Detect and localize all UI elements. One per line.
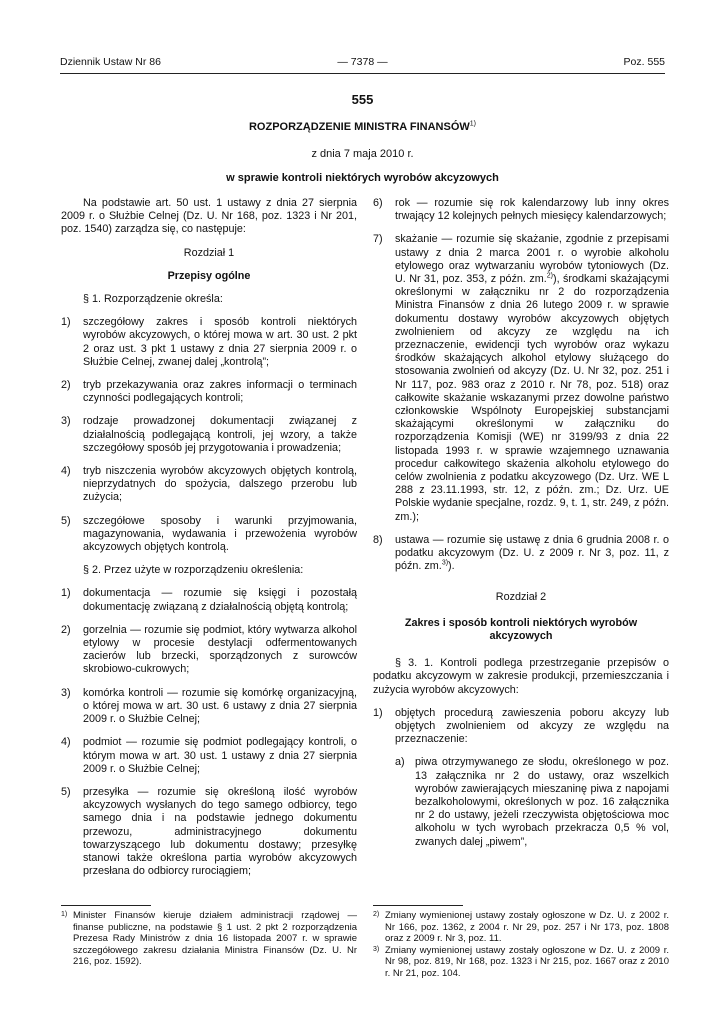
list-item — [61, 379, 357, 405]
footnote-text: Minister Finansów kieruje działem administracji rządowej — finanse publiczne, na podstawie § 1 ust. 2 pkt 2 rozporządzenia Prezesa Rady Ministrów z dnia 16 listopada 2007 r. w sprawie szczegółowego zakresu działania Ministra Finansów (Dz. U. Nr 216, poz. 1592). — [73, 910, 357, 967]
chapter-heading: Rozdział 1 — [183, 246, 235, 259]
list-text: objętych procedurą zawieszenia poboru akcyzy lub objętych zwolnieniem od akcyzy ze względu na przeznaczenie: — [395, 706, 669, 746]
list-item — [61, 624, 357, 677]
position-number: Poz. 555 — [623, 56, 665, 68]
header-rule — [60, 73, 665, 74]
list-text: rodzaje prowadzonej dokumentacji związanej z działalnością podlegającą kontroli, jej wzory, a także szczegółowy sposób jej przygotowania i prowadzenia; — [83, 415, 357, 454]
list-text: podmiot — rozumie się podmiot podlegający kontroli, o którym mowa w art. 30 ust. 1 ustawy z dnia 27 sierpnia 2009 r. o Służbie Celnej; — [83, 736, 357, 775]
list-item — [373, 534, 669, 574]
list-text — [395, 233, 669, 523]
footnote-ref[interactable]: 1) — [469, 120, 477, 128]
list-text: tryb niszczenia wyrobów akcyzowych objętych kontrolą, nieprzydatnych do spożycia, dalszego przerobu lub zużycia; — [83, 465, 357, 504]
act-title — [0, 121, 725, 133]
act-number: 555 — [351, 92, 374, 107]
list-text: piwa otrzymywanego ze słodu, określonego w poz. 13 załącznika nr 2 do ustawy, oraz wszelkich wyrobów zawierających mieszaninę piwa z napojami bezalkoholowymi, określonych w poz. 16 załącznika nr 2 do ustawy, jeżeli rzeczywista objętościowa moc alkoholu w tych wyrobach przekracza 0,5 % vol, zwanych dalej „piwem”, — [415, 756, 669, 848]
list-item — [61, 465, 357, 505]
list-text: szczegółowe sposoby i warunki przyjmowania, magazynowania, wydawania i przewożenia wyrobów akcyzowych objętych kontrolą. — [83, 514, 357, 554]
left-column — [61, 197, 357, 878]
list-number: 2) — [61, 379, 71, 392]
list-number: 3) — [61, 415, 71, 428]
act-title-text: ROZPORZĄDZENIE MINISTRA FINANSÓW — [248, 121, 470, 133]
list-number: 3) — [61, 686, 71, 699]
paragraph-2: § 2. Przez użyte w rozporządzeniu określenia: — [83, 564, 304, 577]
list-text-part: skażanie — rozumie się skażanie, zgodnie z przepisami ustawy z dnia 2 marca 2001 r. o wyrobie alkoholu etylowego oraz wytwarzaniu wyrobów tytoniowych (Dz. U. Nr 31, poz. 353, z późn. zm. — [395, 233, 669, 286]
list-text — [395, 534, 669, 574]
chapter-heading: Rozdział 2 — [495, 591, 547, 604]
list-item — [373, 197, 669, 223]
list-text-part: ). — [448, 560, 455, 573]
list-item — [61, 687, 357, 727]
journal-name: Dziennik Ustaw Nr 86 — [60, 56, 161, 68]
list-text: gorzelnia — rozumie się podmiot, który wytwarza alkohol etylowy w procesie destylacji odfermentowanych zacierów lub brzecki, sporządzonych z surowców skrobiowo-cukrowych; — [83, 623, 357, 676]
list-number: 6) — [373, 197, 383, 209]
preamble: Na podstawie art. 50 ust. 1 ustawy z dnia 27 sierpnia 2009 r. o Służbie Celnej (Dz. U. Nr 168, poz. 1323 i Nr 201, poz. 1540) zarządza się, co następuje: — [61, 197, 357, 236]
list-text: przesyłka — rozumie się określoną ilość wyrobów akcyzowych wysłanych do tego samego odbiorcy, tego samego dnia i na podstawie jednego dokumentu przewozu, administracyjnego dokumentu towarzyszącego lub dokumentu dostawy; przesyłkę stanowi także określona partia wyrobów akcyzowych przesłana do odbiorcy rurociągiem; — [83, 785, 357, 878]
footnote-number: 3) — [373, 945, 380, 953]
list-number: 1) — [61, 587, 71, 600]
footnote-text: Zmiany wymienionej ustawy zostały ogłoszone w Dz. U. z 2009 r. Nr 98, poz. 819, Nr 168, poz. 1323 i Nr 215, poz. 1667 oraz z 2010 r. Nr 21, poz. 104. — [385, 944, 669, 979]
paragraph-3: § 3. 1. Kontroli podlega przestrzeganie przepisów o podatku akcyzowym w zakresie produkcji, przemieszczania i zużycia wyrobów akcyzowych: — [373, 657, 669, 696]
list-number: 8) — [373, 533, 383, 546]
list-item — [395, 756, 669, 848]
footnote-item — [373, 945, 669, 980]
list-number: 5) — [61, 514, 71, 527]
list-item — [61, 415, 357, 455]
footnote-rule — [61, 905, 151, 906]
footnotes-right — [373, 910, 669, 979]
list-number: 4) — [61, 736, 71, 749]
footnote-item — [61, 910, 357, 968]
list-item — [61, 786, 357, 878]
list-number: 1) — [61, 316, 71, 329]
list-item — [61, 515, 357, 555]
list-text-part: ), środkami skażającymi określonymi w załączniku nr 2 do rozporządzenia Ministra Finansów z dnia 26 lutego 2009 r. w sprawie dokumentu dostawy wyrobów akcyzowych objętych zwolnieniem od akcyzy ze względu na ich przeznaczenie, ewidencji tych wyrobów oraz wykazu środków skażających alkohol etylowy służącego do stosowania zwolnień od akcyzy (Dz. U. Nr 32, poz. 251 i Nr 117, poz. 983 oraz z 2010 r. Nr 78, poz. 518) oraz całkowite skażanie wskazanymi przez dowolne państwo członkowskie Wspólnoty Europejskiej substancjami skażającymi określonymi w załączniku do rozporządzenia Komisji (WE) nr 3199/93 z dnia 22 listopada 1993 r. w sprawie wzajemnego uznawania procedur całkowitego skażenia alkoholu etylowego do celów zwolnienia z podatku akcyzowego (Dz. Urz. WE L 288 z 23.11.1993, str. 12, z późn. zm.; Dz. Urz. UE Polskie wydanie specjalne, rozdz. 9, t. 1, str. 249, z późn. zm.); — [395, 273, 669, 523]
list-number: 2) — [61, 623, 71, 636]
list-item — [373, 707, 669, 747]
list-number: 1) — [373, 706, 383, 719]
act-subject: w sprawie kontroli niektórych wyrobów akcyzowych — [226, 172, 499, 184]
footnote-item — [373, 910, 669, 945]
footnote-number: 1) — [61, 911, 68, 918]
list-text: tryb przekazywania oraz zakres informacji o terminach czynności podlegających kontroli; — [83, 379, 357, 405]
list-number: 4) — [61, 465, 71, 478]
right-column — [373, 197, 669, 849]
list-item — [61, 587, 357, 613]
list-text: komórka kontroli — rozumie się komórkę organizacyjną, o której mowa w art. 30 ust. 6 ustawy z dnia 27 sierpnia 2009 r. o Służbie Celnej; — [83, 686, 357, 726]
chapter-title: Przepisy ogólne — [167, 269, 251, 282]
footnote-ref[interactable]: 3) — [441, 559, 449, 567]
list-text: dokumentacja — rozumie się księgi i pozostałą dokumentację związaną z działalnością objętą kontrolą; — [83, 587, 357, 613]
footnote-ref[interactable]: 2) — [546, 272, 553, 280]
footnote-text: Zmiany wymienionej ustawy zostały ogłoszone w Dz. U. z 2002 r. Nr 166, poz. 1362, z 2004 r. Nr 29, poz. 257 i Nr 173, poz. 1808 oraz z 2009 r. Nr 3, poz. 11. — [385, 910, 669, 944]
list-number: 5) — [61, 785, 71, 798]
list-item — [373, 233, 669, 523]
list-text: szczegółowy zakres i sposób kontroli niektórych wyrobów akcyzowych, o której mowa w art. 30 ust. 2 pkt 2 oraz ust. 3 pkt 1 ustawy z dnia 27 sierpnia 2009 r. o Służbie Celnej, zwanej dalej „kontrolą”; — [83, 316, 357, 368]
footnote-rule — [373, 905, 463, 906]
list-number: a) — [395, 756, 405, 769]
chapter-title: Zakres i sposób kontroli niektórych wyrobów akcyzowych — [404, 616, 638, 642]
footnote-number: 2) — [373, 911, 380, 918]
page-number: — 7378 — — [337, 56, 388, 68]
paragraph-1: § 1. Rozporządzenie określa: — [83, 293, 223, 306]
footnote — [61, 910, 357, 968]
list-text-part: ustawa — rozumie się ustawę z dnia 6 grudnia 2008 r. o podatku akcyzowym (Dz. U. z 2009 r. Nr 3, poz. 11, z późn. zm. — [395, 533, 669, 573]
list-number: 7) — [373, 233, 383, 246]
list-item — [61, 736, 357, 776]
list-item — [61, 316, 357, 369]
list-text: rok — rozumie się rok kalendarzowy lub inny okres trwający 12 kolejnych pełnych miesięcy kalendarzowych; — [395, 197, 669, 223]
act-date: z dnia 7 maja 2010 r. — [311, 148, 414, 160]
